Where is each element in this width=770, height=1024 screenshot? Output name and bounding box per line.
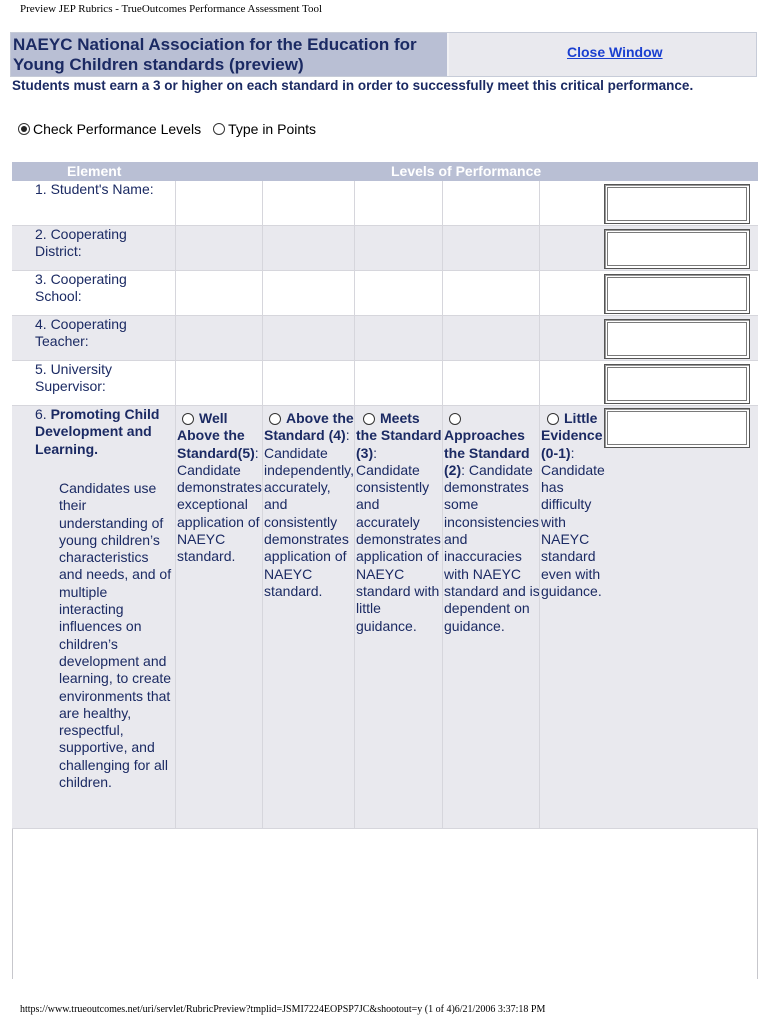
element-column-header: Element xyxy=(67,163,122,179)
close-cell xyxy=(447,33,756,76)
level-2-title: Approaches the Standard (2) xyxy=(444,427,530,478)
check-levels-radio[interactable] xyxy=(18,123,30,135)
requirement-notice: Students must earn a 3 or higher on each standard in order to successfully meet this critical performance. xyxy=(12,78,694,93)
level-0-1-description: Candidate has difficulty with NAEYC standard even with guidance. xyxy=(541,461,605,599)
levels-column-header: Levels of Performance xyxy=(391,163,542,179)
level-cell-5[interactable]: Well Above the Standard(5): Candidate demonstrates exceptional application of NAEYC standard. xyxy=(175,406,262,829)
level-cell-0-1[interactable]: Little Evidence (0-1): Candidate has difficulty with NAEYC standard even with guidance. xyxy=(539,406,603,829)
page-header: Preview JEP Rubrics - TrueOutcomes Performance Assessment Tool xyxy=(20,3,323,15)
level-4-title: Above the Standard (4) xyxy=(264,410,354,444)
level-3-title: Meets the Standard (3) xyxy=(356,410,442,461)
info-row-university-supervisor xyxy=(12,361,758,406)
info-label: 3. Cooperating School: xyxy=(35,271,127,304)
info-row-cooperating-district xyxy=(12,226,758,271)
title-line-2: Young Children standards (preview) xyxy=(13,55,304,74)
check-levels-label: Check Performance Levels xyxy=(33,121,202,137)
level-5-radio[interactable] xyxy=(182,413,194,425)
close-window-link[interactable]: Close Window xyxy=(567,44,663,60)
standard-element-cell xyxy=(12,406,175,829)
info-label: 4. Cooperating Teacher: xyxy=(35,316,127,349)
cooperating-district-input[interactable] xyxy=(604,229,750,269)
level-0-1-radio[interactable] xyxy=(547,413,559,425)
level-4-description: Candidate independently, accurately, and consistently demonstrates application of NAEYC standard. xyxy=(264,444,355,599)
info-label: 1. Student's Name: xyxy=(35,181,154,197)
university-supervisor-input[interactable] xyxy=(604,364,750,404)
title-bar xyxy=(10,32,757,77)
info-row-student-name xyxy=(12,181,758,226)
level-3-description: Candidate consistently and accurately demonstrates application of NAEYC standard with little guidance. xyxy=(356,461,441,634)
title-line-1: NAEYC National Association for the Education for xyxy=(13,35,417,54)
page-title xyxy=(13,35,445,75)
standard-description: Candidates use their understanding of young children’s characteristics and needs, and of multiple interacting influences on children’s development and learning, to create environments that are healthy, respectful, supportive, and challenging for all children. xyxy=(59,480,172,791)
type-points-radio[interactable] xyxy=(213,123,225,135)
cooperating-teacher-input[interactable] xyxy=(604,319,750,359)
info-row-cooperating-teacher xyxy=(12,316,758,361)
level-cell-3[interactable]: Meets the Standard (3): Candidate consistently and accurately demonstrates application of NAEYC standard with little guidance. xyxy=(354,406,442,829)
table-right-border xyxy=(757,829,758,979)
mode-selector xyxy=(18,121,316,137)
standard-row xyxy=(12,406,758,829)
student-name-input[interactable] xyxy=(604,184,750,224)
level-2-radio[interactable] xyxy=(449,413,461,425)
info-label: 2. Cooperating District: xyxy=(35,226,127,259)
level-2-description: Candidate demonstrates some inconsistencies and inaccuracies with NAEYC standard and is dependent on guidance. xyxy=(444,461,540,634)
level-5-description: Candidate demonstrates exceptional application of NAEYC standard. xyxy=(177,461,262,565)
type-points-label: Type in Points xyxy=(228,121,317,137)
type-points-option[interactable] xyxy=(213,121,316,137)
level-0-1-title: Little Evidence (0-1) xyxy=(541,410,603,461)
level-4-radio[interactable] xyxy=(269,413,281,425)
level-3-radio[interactable] xyxy=(363,413,375,425)
standard-score-input[interactable] xyxy=(604,408,750,448)
info-label: 5. University Supervisor: xyxy=(35,361,113,394)
page-footer: https://www.trueoutcomes.net/uri/servlet/RubricPreview?tmplid=JSMI7224EOPSP7JC&shootout=y (1 of 4)6/21/2006 3:37:18 PM xyxy=(20,1004,546,1015)
standard-title: 6. Promoting Child Development and Learning. xyxy=(35,406,160,457)
level-cell-2[interactable]: Approaches the Standard (2): Candidate demonstrates some inconsistencies and inaccuracies with NAEYC standard and is dependent on guidance. xyxy=(442,406,539,829)
info-row-cooperating-school xyxy=(12,271,758,316)
cooperating-school-input[interactable] xyxy=(604,274,750,314)
check-levels-option[interactable] xyxy=(18,121,201,137)
table-left-border xyxy=(12,829,13,979)
level-5-title: Well Above the Standard(5) xyxy=(177,410,255,461)
rubric-header xyxy=(12,162,758,181)
level-cell-4[interactable]: Above the Standard (4): Candidate independently, accurately, and consistently demonstrates application of NAEYC standard. xyxy=(262,406,354,829)
